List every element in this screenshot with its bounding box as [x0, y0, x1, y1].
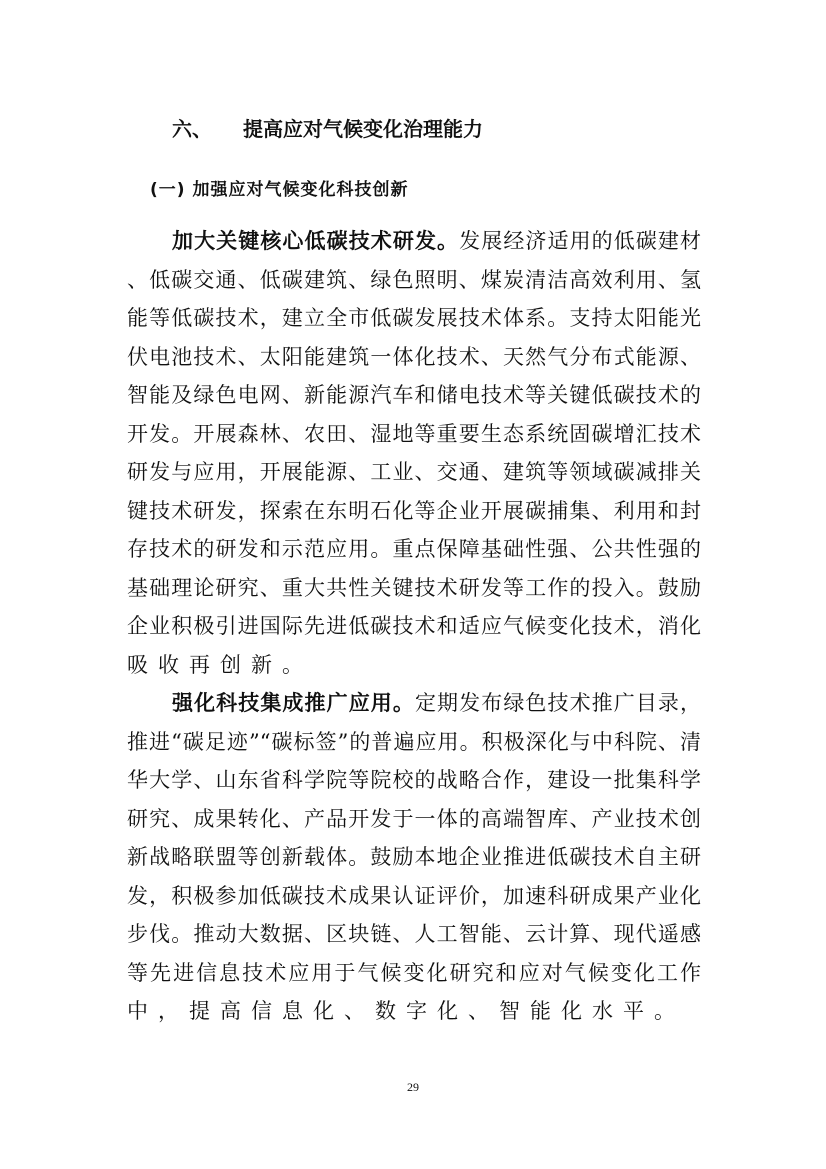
section-heading: [172, 113, 483, 142]
paragraph-tech-promotion: [127, 684, 701, 1031]
line-text: 基础理论研究、重大共性关键技术研发等工作的投入。鼓励: [127, 575, 701, 600]
text-line: [127, 915, 701, 954]
text-line: [127, 607, 701, 646]
text-line: [127, 261, 701, 300]
subsection-heading: (一) 加强应对气候变化科技创新: [150, 180, 409, 200]
section-title: 提高应对气候变化治理能力: [243, 117, 483, 141]
line-text: 智能及绿色电网、新能源汽车和储电技术等关键低碳技术的: [127, 383, 701, 407]
line-text: 、低碳交通、低碳建筑、绿色照明、煤炭清洁高效利用、氢: [127, 267, 701, 292]
text-line: [127, 761, 701, 800]
line-text: 步伐。推动大数据、区块链、人工智能、云计算、现代遥感: [127, 922, 701, 946]
text-line: [127, 684, 701, 723]
text-line: [127, 646, 701, 685]
text-line: [127, 492, 701, 531]
line-text: 发，积极参加低碳技术成果认证评价，加速科研成果产业化: [127, 883, 701, 908]
line-text: 发展经济适用的低碳建材: [459, 229, 702, 253]
paragraph-key-technology: [127, 222, 701, 684]
text-line: [127, 453, 701, 492]
text-line: [127, 992, 701, 1031]
line-text: 能等低碳技术，建立全市低碳发展技术体系。支持太阳能光: [127, 306, 701, 330]
text-line: [127, 954, 701, 993]
text-line: [127, 222, 701, 261]
line-text: 吸收再创新。: [127, 652, 313, 677]
line-text: 企业积极引进国际先进低碳技术和适应气候变化技术，消化: [127, 614, 701, 638]
paragraph-lead: 强化科技集成推广应用。: [172, 691, 415, 715]
line-text: 开发。开展森林、农田、湿地等重要生态系统固碳增汇技术: [127, 421, 701, 446]
text-line: [127, 800, 701, 839]
line-text: 中，提高信息化、数字化、智能化水平。: [127, 999, 685, 1023]
text-line: [127, 338, 701, 377]
text-line: [127, 877, 701, 916]
line-text: 伏电池技术、太阳能建筑一体化技术、天然气分布式能源、: [127, 344, 701, 369]
text-line: [127, 838, 701, 877]
text-line: [127, 569, 701, 608]
line-text: 华大学、山东省科学院等院校的战略合作，建设一批集科学: [127, 768, 701, 792]
line-text: 研究、成果转化、产品开发于一体的高端智库、产业技术创: [127, 806, 701, 831]
text-line: [127, 299, 701, 338]
text-line: [127, 415, 701, 454]
text-line: [127, 723, 701, 762]
section-number: 六、: [172, 117, 212, 141]
line-text: 定期发布绿色技术推广目录，: [414, 691, 702, 715]
page-number: 29: [407, 1080, 419, 1094]
line-text: 存技术的研发和示范应用。重点保障基础性强、公共性强的: [127, 537, 701, 561]
text-line: [127, 530, 701, 569]
paragraph-lead: 加大关键核心低碳技术研发。: [172, 229, 460, 253]
line-text: 推进“碳足迹”“碳标签”的普遍应用。积极深化与中科院、清: [127, 729, 701, 754]
line-text: 研发与应用，开展能源、工业、交通、建筑等领域碳减排关: [127, 460, 701, 484]
line-text: 键技术研发，探索在东明石化等企业开展碳捕集、利用和封: [127, 498, 701, 523]
line-text: 等先进信息技术应用于气候变化研究和应对气候变化工作: [127, 960, 701, 985]
text-line: [127, 376, 701, 415]
line-text: 新战略联盟等创新载体。鼓励本地企业推进低碳技术自主研: [127, 845, 701, 869]
